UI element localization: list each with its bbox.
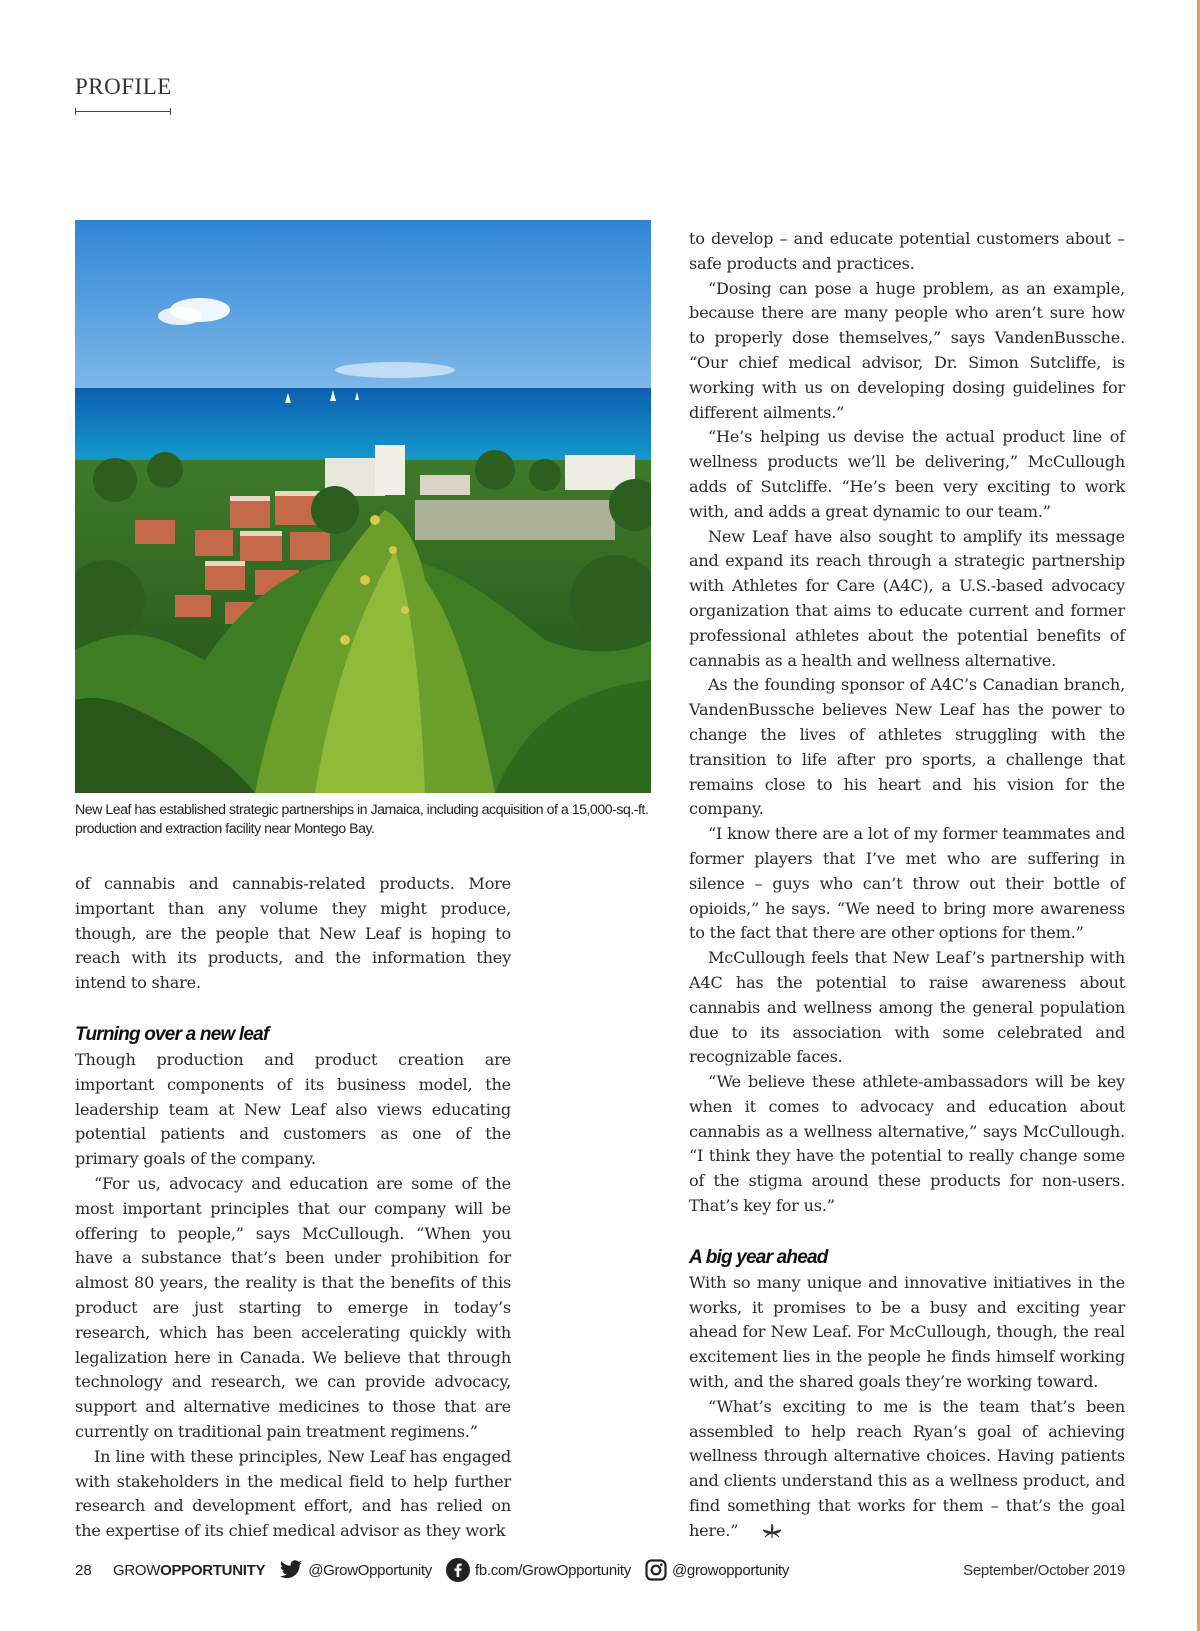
instagram-label: @growopportunity (671, 1561, 790, 1579)
paragraph: As the founding sponsor of A4C’s Canadian branch, VandenBussche believes New Leaf has the power to change the lives of athletes struggling with the transition to life after pro sports, a challenge that remains close to his heart and his vision for the company. (689, 675, 1125, 819)
photo-caption: New Leaf has established strategic partnerships in Jamaica, including acquisition of a 15,000-sq.-ft. production and extraction facility near Montego Bay. (75, 802, 649, 837)
brand-bold: OPPORTUNITY (160, 1561, 266, 1579)
section-label: PROFILE (75, 74, 172, 99)
paragraph: McCullough feels that New Leaf’s partnership with A4C has the potential to raise awareness about cannabis and wellness among the general population due to its association with some celebrated and recognizable faces. (689, 948, 1125, 1067)
facebook-link[interactable] (446, 1558, 631, 1582)
paragraph: In line with these principles, New Leaf has engaged with stakeholders in the medical field to help further research and development effort, and has relied on the expertise of its chief medical advisor as they work (75, 1446, 511, 1541)
paragraph: to develop – and educate potential customers about – safe products and practices. (689, 229, 1125, 273)
paragraph: With so many unique and innovative initiatives in the works, it promises to be a busy and exciting year ahead for New Leaf. For McCullough, though, the real excitement lies in the people he finds himself working with, and the shared goals they’re working toward. (689, 1272, 1125, 1392)
issue-date: September/October 2019 (963, 1561, 1125, 1579)
section-rule (75, 111, 171, 112)
magazine-brand (113, 1562, 265, 1579)
paragraph: “For us, advocacy and education are some of the most important principles that our company will be offering to people,” says McCullough. “When you have a substance that’s been under prohibition for almost 80 years, the reality is that the benefits of this product are just starting to emerge in today’s research, which has been accelerating quickly with legalization here in Canada. We believe that through technology and research, we can provide advocacy, support and alternative medicines to those that are currently on traditional pain treatment regimens.” (75, 1173, 511, 1441)
facebook-label: fb.com/GrowOpportunity (475, 1561, 631, 1579)
paragraph: of cannabis and cannabis-related products. More important than any volume they might produce, though, are the people that New Leaf is hoping to reach with its products, and the information they intend to share. (75, 874, 511, 993)
paragraph: “Dosing can pose a huge problem, as an example, because there are many people who aren’t sure how to properly dose themselves,” says VandenBussche. “Our chief medical advisor, Dr. Simon Sutcliffe, is working with us on developing dosing guidelines for different ailments.” (689, 278, 1125, 422)
page-number: 28 (75, 1561, 92, 1579)
feature-photo (75, 220, 651, 793)
leaf-icon (744, 1521, 781, 1546)
paragraph: New Leaf have also sought to amplify its message and expand its reach through a strategic partnership with Athletes for Care (A4C), a U.S.-based advocacy organization that aims to educate current and former professional athletes about the potential benefits of cannabis as a health and wellness alternative. (689, 526, 1125, 670)
page-footer (75, 1556, 1125, 1584)
subheading: Turning over a new leaf (75, 1023, 269, 1045)
instagram-icon (645, 1559, 667, 1581)
jamaica-coast-illustration (75, 220, 651, 793)
paragraph-closing (689, 1395, 1125, 1546)
subheading: A big year ahead (689, 1246, 828, 1268)
facebook-icon (446, 1558, 470, 1582)
twitter-icon (279, 1560, 303, 1580)
closing-text: “What’s exciting to me is the team that’s been assembled to help reach Ryan’s goal of achieving wellness through alternative choices. Having patients and clients understand this as a wellness product, and find something that works for them – that’s the goal here.” (689, 1396, 1125, 1540)
left-column (75, 872, 511, 1544)
paragraph: Though production and product creation are important components of its business model, the leadership team at New Leaf also views educating potential patients and customers as one of the primary goals of the company. (75, 1049, 511, 1169)
instagram-handle[interactable] (645, 1559, 789, 1581)
paragraph: “We believe these athlete-ambassadors will be key when it comes to advocacy and education about cannabis as a wellness alternative,” says McCullough. “I think they have the potential to really change some of the stigma around these products for non-users. That’s key for us.” (689, 1072, 1125, 1216)
twitter-label: @GrowOpportunity (308, 1561, 432, 1579)
brand-light: GROW (113, 1561, 161, 1579)
twitter-handle[interactable] (279, 1560, 432, 1580)
paragraph: “He’s helping us devise the actual product line of wellness products we’ll be delivering,” McCullough adds of Sutcliffe. “He’s been very exciting to work with, and adds a great dynamic to our team.” (689, 427, 1125, 521)
paragraph: “I know there are a lot of my former teammates and former players that I’ve met who are suffering in silence – guys who can’t throw out their bottle of opioids,” he says. “We need to bring more awareness to the fact that there are other options for them.” (689, 824, 1125, 943)
right-column (689, 227, 1125, 1546)
